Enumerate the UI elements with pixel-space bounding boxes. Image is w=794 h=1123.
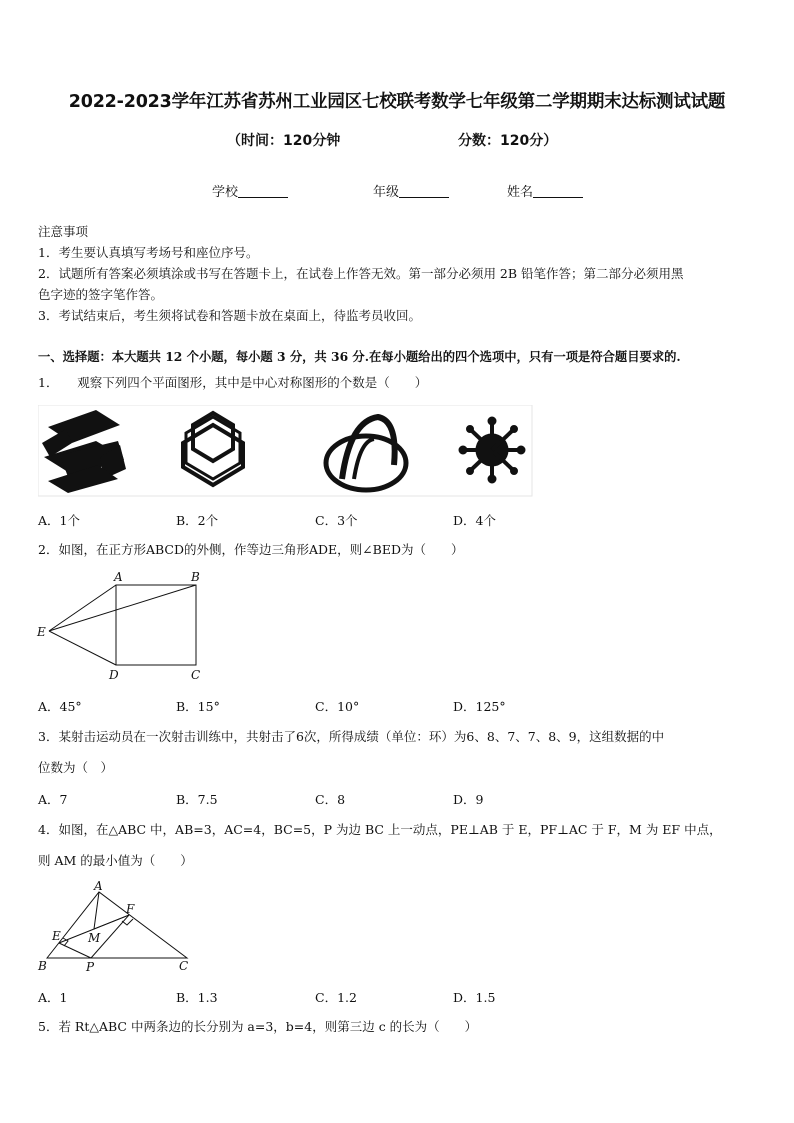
q1-option-a: A．1个: [38, 513, 80, 528]
q4-stem-line-1: 4．如图，在△ABC 中，AB=3，AC=4，BC=5，P 为边 BC 上一动点，PE⊥AB 于 E，PF⊥AC 于 F，M 为 EF 中点，: [38, 822, 722, 837]
notice-item-1: 1．考生要认真填写考场号和座位序号。: [38, 245, 259, 260]
name-label: 姓名: [507, 185, 534, 200]
exam-time: （时间：120分钟: [227, 133, 341, 149]
q4-figure: [36, 880, 196, 975]
q1-option-c: C．3个: [315, 513, 358, 528]
q4-option-b: B．1.3: [176, 990, 218, 1005]
q2-option-d: D．125°: [453, 699, 506, 714]
q4-option-c: C．1.2: [315, 990, 357, 1005]
q2-label-a: A: [114, 570, 123, 584]
exam-title: 2022-2023学年江苏省苏州工业园区七校联考数学七年级第二学期期末达标测试试题: [68, 92, 726, 112]
q2-label-c: C: [191, 668, 201, 682]
name-blank: [533, 185, 583, 198]
q3-option-b: B．7.5: [176, 792, 218, 807]
grade-blank: [399, 185, 449, 198]
q1-option-d: D．4个: [453, 513, 496, 528]
q4-stem-line-2: 则 AM 的最小值为（ ）: [38, 853, 193, 868]
exam-score: 分数：120分）: [458, 133, 558, 149]
q3-option-c: C．8: [315, 792, 346, 807]
q4-label-m: M: [88, 931, 101, 945]
q4-label-e: E: [52, 929, 61, 943]
school-label: 学校: [212, 185, 239, 200]
q2-option-c: C．10°: [315, 699, 360, 714]
school-field: [212, 181, 288, 200]
q4-option-d: D．1.5: [453, 990, 496, 1005]
school-blank: [238, 185, 288, 198]
q2-stem: 2．如图，在正方形ABCD的外侧，作等边三角形ADE，则∠BED为（ ）: [38, 542, 464, 557]
q3-stem-line-2: 位数为（ ）: [38, 760, 114, 775]
q1-figures: [38, 405, 533, 497]
grade-field: [373, 181, 449, 200]
name-field: [507, 181, 583, 200]
notice-item-2-line-2: 色字迹的签字笔作答。: [38, 287, 164, 302]
section-heading: 一、选择题：本大题共 12 个小题，每小题 3 分，共 36 分.在每小题给出的四个选项中，只有一项是符合题目要求的.: [38, 349, 681, 364]
q4-label-p: P: [86, 960, 95, 974]
q3-option-a: A．7: [38, 792, 68, 807]
notice-item-2-line-1: 2．试题所有答案必须填涂或书写在答题卡上，在试卷上作答无效。第一部分必须用 2B 铅笔作答；第二部分必须用黑: [38, 266, 684, 281]
q4-label-b: B: [38, 959, 47, 973]
q1-stem: 1． 观察下列四个平面图形，其中是中心对称图形的个数是（ ）: [38, 375, 428, 390]
q3-stem-line-1: 3．某射击运动员在一次射击训练中，共射击了6次，所得成绩（单位：环）为6、8、7、7、8、9，这组数据的中: [38, 729, 665, 744]
q4-label-f: F: [126, 902, 135, 916]
grade-label: 年级: [373, 185, 400, 200]
q5-stem: 5．若 Rt△ABC 中两条边的长分别为 a=3，b=4，则第三边 c 的长为（ ）: [38, 1019, 478, 1034]
q2-label-b: B: [191, 570, 200, 584]
q2-label-e: E: [37, 625, 46, 639]
q2-option-b: B．15°: [176, 699, 220, 714]
notice-item-3: 3．考试结束后，考生须将试卷和答题卡放在桌面上，待监考员收回。: [38, 308, 421, 323]
triangle-abc: [47, 892, 187, 958]
q4-label-c: C: [179, 959, 189, 973]
notice-title: 注意事项: [38, 224, 89, 239]
q1-option-b: B．2个: [176, 513, 219, 528]
splat-star-icon: [459, 417, 525, 483]
q3-option-d: D．9: [453, 792, 484, 807]
q4-option-a: A．1: [38, 990, 68, 1005]
q4-label-a: A: [94, 880, 103, 893]
q2-figure: [36, 569, 206, 684]
q2-option-a: A．45°: [38, 699, 82, 714]
q2-label-d: D: [109, 668, 119, 682]
